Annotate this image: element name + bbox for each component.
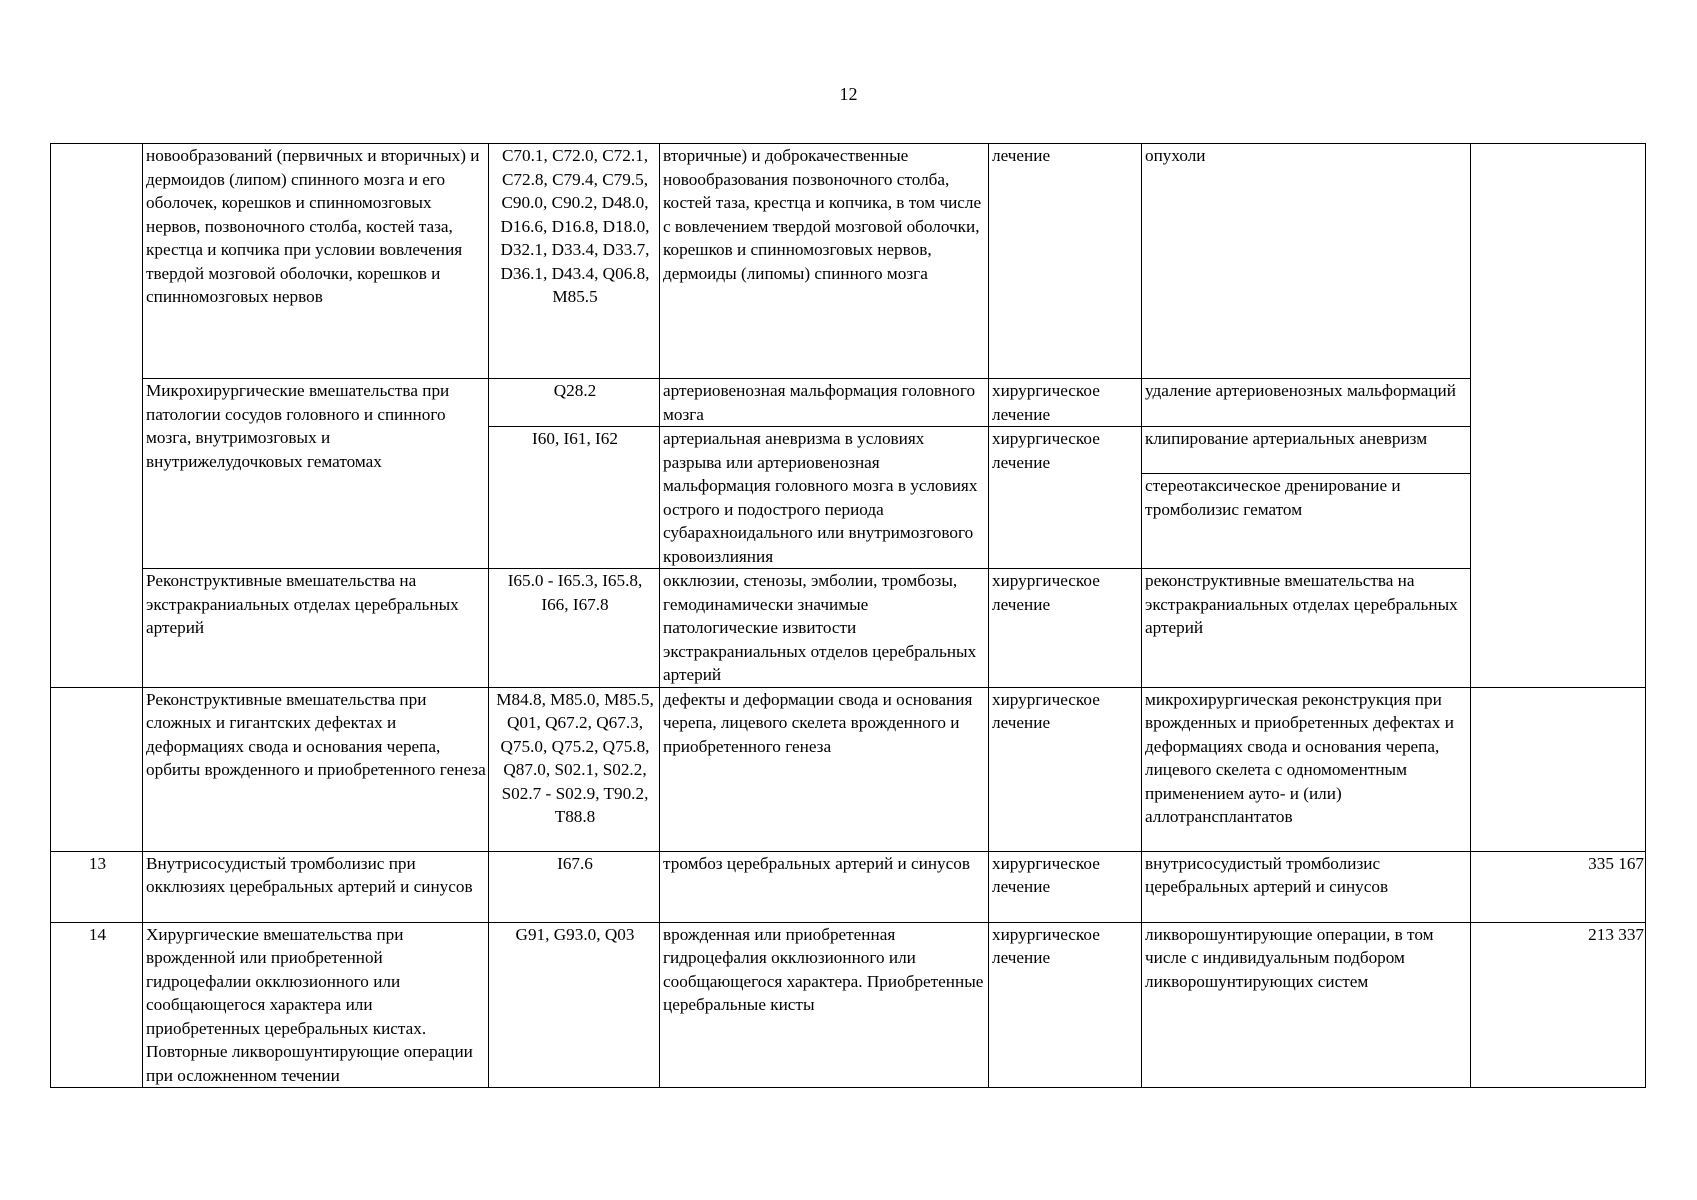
codes-cell: Q28.2 (489, 379, 660, 427)
table-row (51, 922, 1646, 1088)
method-cell: опухоли (1142, 144, 1471, 379)
model-cell: артериовенозная мальформация головного мозга (660, 379, 989, 427)
method-cell: микрохирургическая реконструкция при врожденных и приобретенных дефектах и деформациях свода и основания черепа, лицевого скелета с одномоментным применением ауто- и (или) аллотрансплантатов (1142, 687, 1471, 851)
treatment-cell: хирургическое лечение (989, 851, 1142, 922)
method-cell: клипирование артериальных аневризм (1142, 427, 1471, 474)
table-row (51, 569, 1646, 688)
hmp-table (50, 143, 1646, 1088)
row-number-cell: 14 (51, 922, 143, 1088)
row-number-cell (51, 144, 143, 688)
table-row (51, 379, 1646, 427)
sum-cell: 335 167 (1471, 851, 1646, 922)
codes-cell: I65.0 - I65.3, I65.8, I66, I67.8 (489, 569, 660, 688)
row-number-cell: 13 (51, 851, 143, 922)
treatment-cell: хирургическое лечение (989, 569, 1142, 688)
sum-cell: 213 337 (1471, 922, 1646, 1088)
name-cell: Реконструктивные вмешательства на экстракраниальных отделах церебральных артерий (143, 569, 489, 688)
treatment-cell: хирургическое лечение (989, 922, 1142, 1088)
table-row (51, 687, 1646, 851)
model-cell: окклюзии, стенозы, эмболии, тромбозы, гемодинамически значимые патологические извитости экстракраниальных отделов церебральных артерий (660, 569, 989, 688)
method-cell: реконструктивные вмешательства на экстракраниальных отделах церебральных артерий (1142, 569, 1471, 688)
treatment-cell: хирургическое лечение (989, 379, 1142, 427)
sum-cell (1471, 144, 1646, 688)
name-cell: Внутрисосудистый тромболизис при окклюзиях церебральных артерий и синусов (143, 851, 489, 922)
row-number-cell (51, 687, 143, 851)
model-cell: врожденная или приобретенная гидроцефалия окклюзионного или сообщающегося характера. Приобретенные церебральные кисты (660, 922, 989, 1088)
treatment-cell: хирургическое лечение (989, 687, 1142, 851)
name-cell: Микрохирургические вмешательства при патологии сосудов головного и спинного мозга, внутримозговых и внутрижелудочковых гематомах (143, 379, 489, 569)
page-number: 12 (839, 84, 858, 104)
method-cell: стереотаксическое дренирование и тромболизис гематом (1142, 474, 1471, 569)
treatment-cell: лечение (989, 144, 1142, 379)
table-row (51, 144, 1646, 379)
model-cell: вторичные) и доброкачественные новообразования позвоночного столба, костей таза, крестца и копчика, в том числе с вовлечением твердой мозговой оболочки, корешков и спинномозговых нервов, дермоиды (липомы) спинного мозга (660, 144, 989, 379)
method-cell: внутрисосудистый тромболизис церебральных артерий и синусов (1142, 851, 1471, 922)
table-row (51, 851, 1646, 922)
codes-cell: G91, G93.0, Q03 (489, 922, 660, 1088)
model-cell: артериальная аневризма в условиях разрыва или артериовенозная мальформация головного мозга в условиях острого и подострого периода субарахноидального или внутримозгового кровоизлияния (660, 427, 989, 569)
name-cell: Реконструктивные вмешательства при сложных и гигантских дефектах и деформациях свода и основания черепа, орбиты врожденного и приобретенного генеза (143, 687, 489, 851)
codes-cell: I60, I61, I62 (489, 427, 660, 569)
codes-cell: C70.1, C72.0, C72.1, C72.8, C79.4, C79.5, C90.0, C90.2, D48.0, D16.6, D16.8, D18.0, D32.1, D33.4, D33.7, D36.1, D43.4, Q06.8, M85.5 (489, 144, 660, 379)
method-cell: ликворошунтирующие операции, в том числе с индивидуальным подбором ликворошунтирующих систем (1142, 922, 1471, 1088)
name-cell: новообразований (первичных и вторичных) и дермоидов (липом) спинного мозга и его оболочек, корешков и спинномозговых нервов, позвоночного столба, костей таза, крестца и копчика при условии вовлечения твердой мозговой оболочки, корешков и спинномозговых нервов (143, 144, 489, 379)
name-cell: Хирургические вмешательства при врожденной или приобретенной гидроцефалии окклюзионного или сообщающегося характера или приобретенных церебральных кистах. Повторные ликворошунтирующие операции при осложненном течении (143, 922, 489, 1088)
method-cell: удаление артериовенозных мальформаций (1142, 379, 1471, 427)
treatment-cell: хирургическое лечение (989, 427, 1142, 569)
codes-cell: M84.8, M85.0, M85.5, Q01, Q67.2, Q67.3, Q75.0, Q75.2, Q75.8, Q87.0, S02.1, S02.2, S02.7 - S02.9, T90.2, T88.8 (489, 687, 660, 851)
sum-cell (1471, 687, 1646, 851)
model-cell: тромбоз церебральных артерий и синусов (660, 851, 989, 922)
codes-cell: I67.6 (489, 851, 660, 922)
model-cell: дефекты и деформации свода и основания черепа, лицевого скелета врожденного и приобретенного генеза (660, 687, 989, 851)
